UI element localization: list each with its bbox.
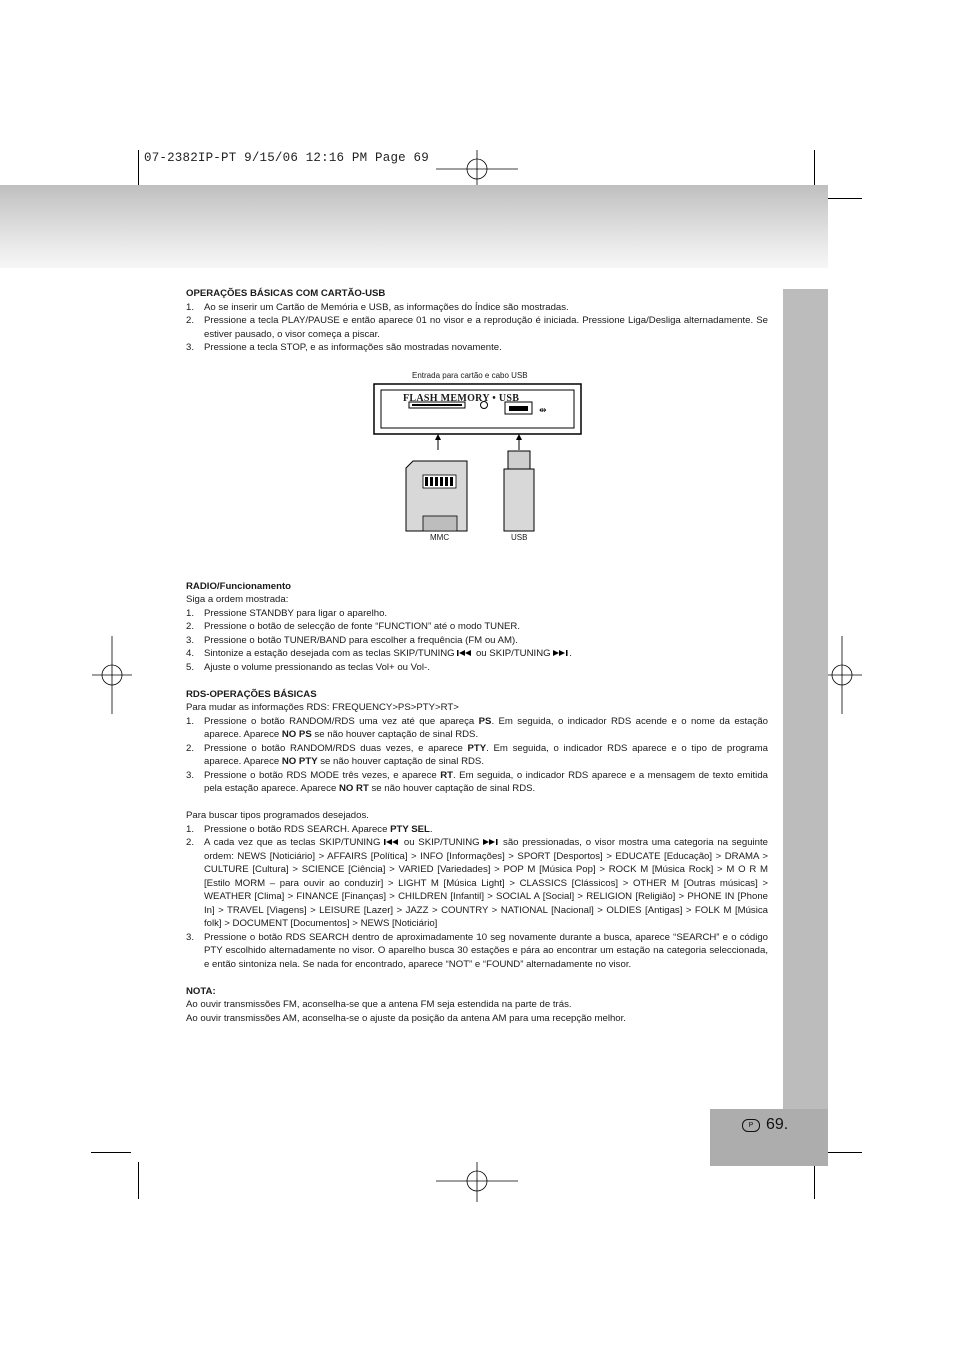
flash-memory-illustration [373, 382, 583, 568]
text-run: Pressione o botão RDS MODE três vezes, e aparece [204, 769, 441, 781]
text-run: . [569, 648, 572, 659]
list-item [186, 823, 768, 837]
item-number: 3. [186, 931, 195, 943]
note-line: Ao ouvir transmissões FM, aconselha-se que a antena FM seja estendida na parte de trás. [186, 999, 572, 1010]
text-run: se não houver captação de sinal RDS. [368, 783, 536, 794]
list-item [186, 620, 768, 634]
item-number: 2. [186, 837, 195, 848]
item-text: Pressione o botão de selecção de fonte “FUNCTION” até o modo TUNER. [204, 621, 521, 632]
text-run: . Em seguida, o indicador RDS aparece e o tipo de programa aparece. Aparece [204, 742, 768, 767]
language-marker: P [742, 1119, 760, 1132]
registration-mark-top [436, 150, 518, 190]
item-text [204, 836, 768, 931]
item-number: 2. [186, 621, 195, 632]
item-number: 1. [186, 301, 195, 313]
item-text: Pressione o botão RDS SEARCH dentro de aproximadamente 10 seg novamente durante a busca, aparece “SEARCH” e o código PTY escolhido alternadamente no visor. O aparelho busca 30 estações e pára ao encontrar um estação na categoria seleccionada, e então sintoniza nela. Se nada for encontrado, aparece “NOT” e “FOUND” alternadamente no visor. [204, 931, 768, 970]
bold-term: PTY [467, 742, 487, 754]
skip-back-icon [457, 649, 473, 657]
list-item [186, 715, 768, 742]
item-number: 3. [186, 769, 195, 781]
bold-term: PS [478, 715, 492, 727]
item-number: 1. [186, 607, 195, 619]
list-item [186, 661, 768, 675]
text-run: Pressione o botão RANDOM/RDS uma vez até que apareça [204, 715, 479, 727]
item-text [204, 742, 768, 769]
item-text: Pressione a tecla PLAY/PAUSE e então aparece 01 no visor e a reprodução é iniciada. Pressione Liga/Desliga alternadamente. Se estiver pausado, o visor começa a piscar. [204, 315, 768, 340]
item-number: 3. [186, 342, 195, 353]
item-text [204, 715, 768, 742]
svg-text:⇹: ⇹ [539, 405, 547, 416]
bold-term: RT [440, 769, 454, 781]
list-item [186, 769, 768, 796]
list-item [186, 314, 768, 341]
panel-label: FLASH MEMORY • USB [403, 392, 520, 404]
bold-term: NO PTY [281, 756, 318, 767]
text-run: Sintonize a estação desejada com as teclas SKIP/TUNING [204, 648, 458, 659]
list-item [186, 742, 768, 769]
list-item [186, 836, 768, 931]
text-run: A cada vez que as teclas SKIP/TUNING [204, 837, 385, 848]
header-band [0, 185, 828, 268]
item-text [204, 823, 768, 837]
text-run: são pressionadas, o visor mostra uma categoria na seguinte ordem: NEWS [Noticiário] > AFFAIRS [Política] > INFO [Informações] > SPORT [Desportos] > EDUCATE [Educação] > DRAMA > CULTURE [Cultura] > SCIENCE [Ciência] > VARIED [Variedades] > POP M [Música Pop] > ROCK M [Música Rock] > M O R M [Estilo MORM – para ouvir ao conduzir] > LIGHT M [Música Light] > CLASSICS [Clássicos] > OTHER M [Outras músicas] > WEATHER [Clima] > FINANCE [Finanças] > CHILDREN [Infantil] > SOCIAL A [Social] > RELIGION [Religião] > PHONE IN [Phone In] > TRAVEL [Viagens] > LEISURE [Lazer] > JAZZ > COUNTRY > NATIONAL [Nacional] > OLDIES [Antigas] > FOLK M [Música folk] > DOCUMENT [Documentos] > NEWS [Noticiário] [204, 837, 769, 929]
list-item [186, 634, 768, 648]
skip-back-icon [384, 838, 400, 846]
item-text [204, 647, 768, 661]
item-text: Pressione STANDBY para ligar o aparelho. [204, 607, 388, 619]
item-number: 4. [186, 648, 195, 659]
item-number: 5. [186, 661, 195, 673]
registration-mark-bottom [436, 1162, 518, 1202]
crop-mark [91, 1152, 131, 1153]
page-number-text: 69. [766, 1116, 789, 1133]
text-run: . Em seguida, o indicador RDS acende e o nome da estação aparece. Aparece [204, 715, 768, 740]
crop-mark [814, 1162, 815, 1199]
side-tab [783, 289, 828, 1109]
section-intro: Siga a ordem mostrada: [186, 594, 289, 605]
item-number: 2. [186, 742, 195, 754]
crop-mark [138, 1162, 139, 1199]
section-intro: Para mudar as informações RDS: FREQUENCY>PS>PTY>RT> [186, 702, 459, 713]
list-item [186, 341, 768, 355]
note-line: Ao ouvir transmissões AM, aconselha-se o ajuste da posição da antena AM para uma recepção melhor. [186, 1012, 626, 1024]
item-text: Ajuste o volume pressionando as teclas Vol+ ou Vol-. [204, 661, 430, 673]
item-text: Ao se inserir um Cartão de Memória e USB, as informações do Índice são mostradas. [204, 301, 569, 313]
text-run: . [429, 823, 433, 835]
text-run: ou SKIP/TUNING [473, 648, 554, 659]
crop-mark [824, 1152, 862, 1153]
diagram-caption: Entrada para cartão e cabo USB [412, 370, 528, 380]
bold-term: PTY SEL [390, 823, 430, 835]
registration-mark-left [92, 636, 132, 714]
text-run: se não houver captação de sinal RDS. [311, 729, 479, 740]
usb-steps-list [186, 301, 768, 355]
page-content [186, 287, 768, 1025]
item-text [204, 769, 768, 796]
usb-card-diagram [186, 369, 768, 569]
text-run: Pressione o botão RANDOM/RDS duas vezes, e aparece [204, 742, 468, 754]
skip-forward-icon [483, 838, 499, 846]
skip-forward-icon [553, 649, 569, 657]
section-intro: Para buscar tipos programados desejados. [186, 810, 369, 821]
item-number: 1. [186, 715, 195, 727]
list-item [186, 647, 768, 661]
item-number: 3. [186, 634, 195, 646]
pty-search-steps-list [186, 823, 768, 972]
usb-label: USB [511, 532, 528, 542]
list-item [186, 931, 768, 972]
item-number: 1. [186, 823, 195, 835]
rds-steps-list [186, 715, 768, 796]
section-heading: RDS-OPERAÇÕES BÁSICAS [186, 688, 317, 700]
note-heading: NOTA: [186, 985, 216, 997]
crop-mark [824, 198, 862, 199]
item-number: 2. [186, 315, 195, 326]
section-heading: RADIO/Funcionamento [186, 580, 291, 592]
list-item [186, 607, 768, 621]
registration-mark-right [822, 636, 862, 714]
bold-term: NO RT [338, 783, 369, 794]
mmc-label: MMC [430, 532, 450, 542]
crop-mark [814, 150, 815, 187]
item-text: Pressione a tecla STOP, e as informações são mostradas novamente. [204, 342, 502, 353]
list-item [186, 301, 768, 315]
page-number [742, 1116, 788, 1134]
bold-term: NO PS [281, 729, 312, 740]
section-heading: OPERAÇÕES BÁSICAS COM CARTÃO-USB [186, 288, 386, 299]
text-run: Pressione o botão RDS SEARCH. Aparece [204, 823, 391, 835]
text-run: ou SKIP/TUNING [400, 837, 484, 848]
crop-mark [138, 150, 139, 187]
text-run: se não houver captação de sinal RDS. [317, 756, 484, 767]
print-slug: 07-2382IP-PT 9/15/06 12:16 PM Page 69 [144, 151, 429, 165]
radio-steps-list [186, 607, 768, 675]
item-text: Pressione o botão TUNER/BAND para escolher a frequência (FM ou AM). [204, 634, 518, 646]
text-run: . Em seguida, o indicador RDS aparece e a mensagem de texto emitida pela estação aparece. Aparece [204, 769, 768, 794]
